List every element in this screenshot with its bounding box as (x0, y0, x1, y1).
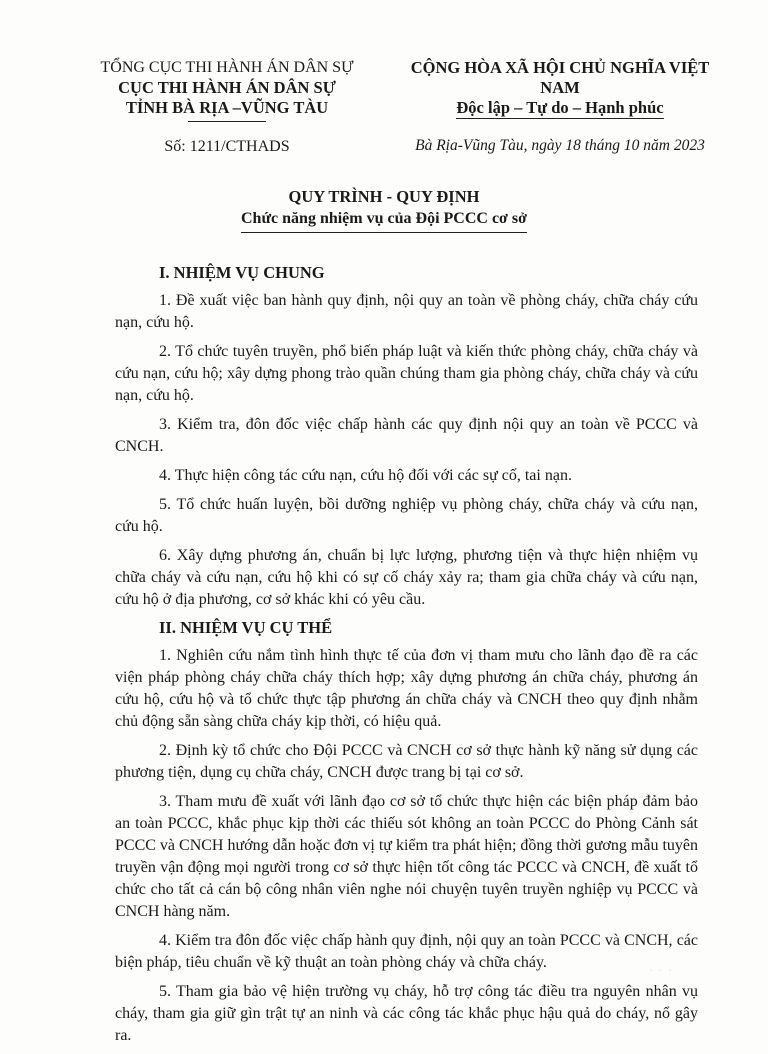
scan-specks: · · · (650, 968, 674, 974)
title-sub: Chức năng nhiệm vụ của Đội PCCC cơ sở (241, 208, 527, 233)
specific-item-5: 5. Tham gia bảo vệ hiện trường vụ cháy, hỗ trợ công tác điều tra nguyên nhân vụ cháy, tham gia giữ gìn trật tự an ninh và các công tác khắc phục hậu quả do cháy, nổ gây ra. (115, 983, 698, 1044)
document-number: Số: 1211/CTHADS (164, 138, 290, 155)
agency-line-3: TỈNH BÀ RỊA –VŨNG TÀU (125, 98, 329, 117)
general-item-5: 5. Tổ chức huấn luyện, bồi dưỡng nghiệp vụ phòng cháy, chữa cháy và cứu nạn, cứu hộ. (115, 496, 698, 535)
agency-line-1: TỔNG CỤC THI HÀNH ÁN DÂN SỰ (100, 59, 354, 76)
country-name: CỘNG HÒA XÃ HỘI CHỦ NGHĨA VIỆT NAM (410, 58, 710, 97)
general-item-2: 2. Tổ chức tuyên truyền, phổ biến pháp luật và kiến thức phòng cháy, chữa cháy và cứu nạn, cứu hộ; xây dựng phong trào quần chúng tham gia phòng cháy, chữa cháy và cứu nạn, cứu hộ. (115, 343, 698, 404)
agency-divider (188, 121, 266, 122)
specific-item-2: 2. Định kỳ tổ chức cho Đội PCCC và CNCH cơ sở thực hành kỹ năng sử dụng các phương tiện, dụng cụ chữa cháy, CNCH được trang bị tại cơ sở. (115, 742, 698, 781)
agency-line-2: CỤC THI HÀNH ÁN DÂN SỰ (118, 78, 336, 97)
specific-item-1: 1. Nghiên cứu nắm tình hình thực tế của đơn vị tham mưu cho lãnh đạo đề ra các viện pháp phòng cháy chữa cháy thích hợp; xây dựng phương án chữa cháy, phương án cứu hộ, cứu hộ và tổ chức thực tập phương án chữa cháy và CNCH theo quy định nhằm chủ động sẵn sàng chữa cháy kịp thời, có hiệu quả. (115, 647, 698, 730)
general-item-6: 6. Xây dựng phương án, chuẩn bị lực lượng, phương tiện và thực hiện nhiệm vụ chữa cháy và cứu nạn, cứu hộ khi có sự cố cháy xảy ra; tham gia chữa cháy và cứu nạn, cứu hộ ở địa phương, cơ sở khác khi có yêu cầu. (115, 547, 698, 608)
general-item-3: 3. Kiểm tra, đôn đốc việc chấp hành các quy định nội quy an toàn về PCCC và CNCH. (115, 416, 698, 455)
general-item-1: 1. Đề xuất việc ban hành quy định, nội quy an toàn về phòng cháy, chữa cháy cứu nạn, cứu hộ. (115, 292, 698, 331)
place-date: Bà Rịa-Vũng Tàu, ngày 18 tháng 10 năm 2023 (415, 137, 705, 154)
agency-header (72, 58, 382, 156)
general-item-4: 4. Thực hiện công tác cứu nạn, cứu hộ đối với các sự cố, tai nạn. (159, 467, 572, 484)
document-title (0, 186, 768, 233)
section-heading-general: I. NHIỆM VỤ CHUNG (159, 263, 325, 282)
title-main: QUY TRÌNH - QUY ĐỊNH (288, 187, 480, 206)
specific-item-4: 4. Kiểm tra đôn đốc việc chấp hành quy định, nội quy an toàn PCCC và CNCH, các biện pháp, tiêu chuẩn về kỹ thuật an toàn phòng cháy và chữa cháy. (115, 932, 698, 971)
specific-item-3: 3. Tham mưu đề xuất với lãnh đạo cơ sở tổ chức thực hiện các biện pháp đảm bảo an toàn PCCC, khắc phục kịp thời các thiếu sót không an toàn PCCC do Phòng Cảnh sát PCCC và CNCH hướng dẫn hoặc đơn vị tự kiểm tra phát hiện; đồng thời gương mẫu tuyên truyền vận động mọi người trong cơ sở thực hiện tốt công tác PCCC và CNCH, đề xuất tổ chức cho tất cả cán bộ công nhân viên nghe nói chuyện tuyên truyền nghiệp vụ PCCC và CNCH hàng năm. (115, 793, 698, 920)
national-motto: Độc lập – Tự do – Hạnh phúc (456, 98, 664, 117)
document-body (115, 262, 698, 1054)
section-heading-specific: II. NHIỆM VỤ CỤ THỂ (159, 618, 333, 637)
national-header (390, 58, 730, 155)
